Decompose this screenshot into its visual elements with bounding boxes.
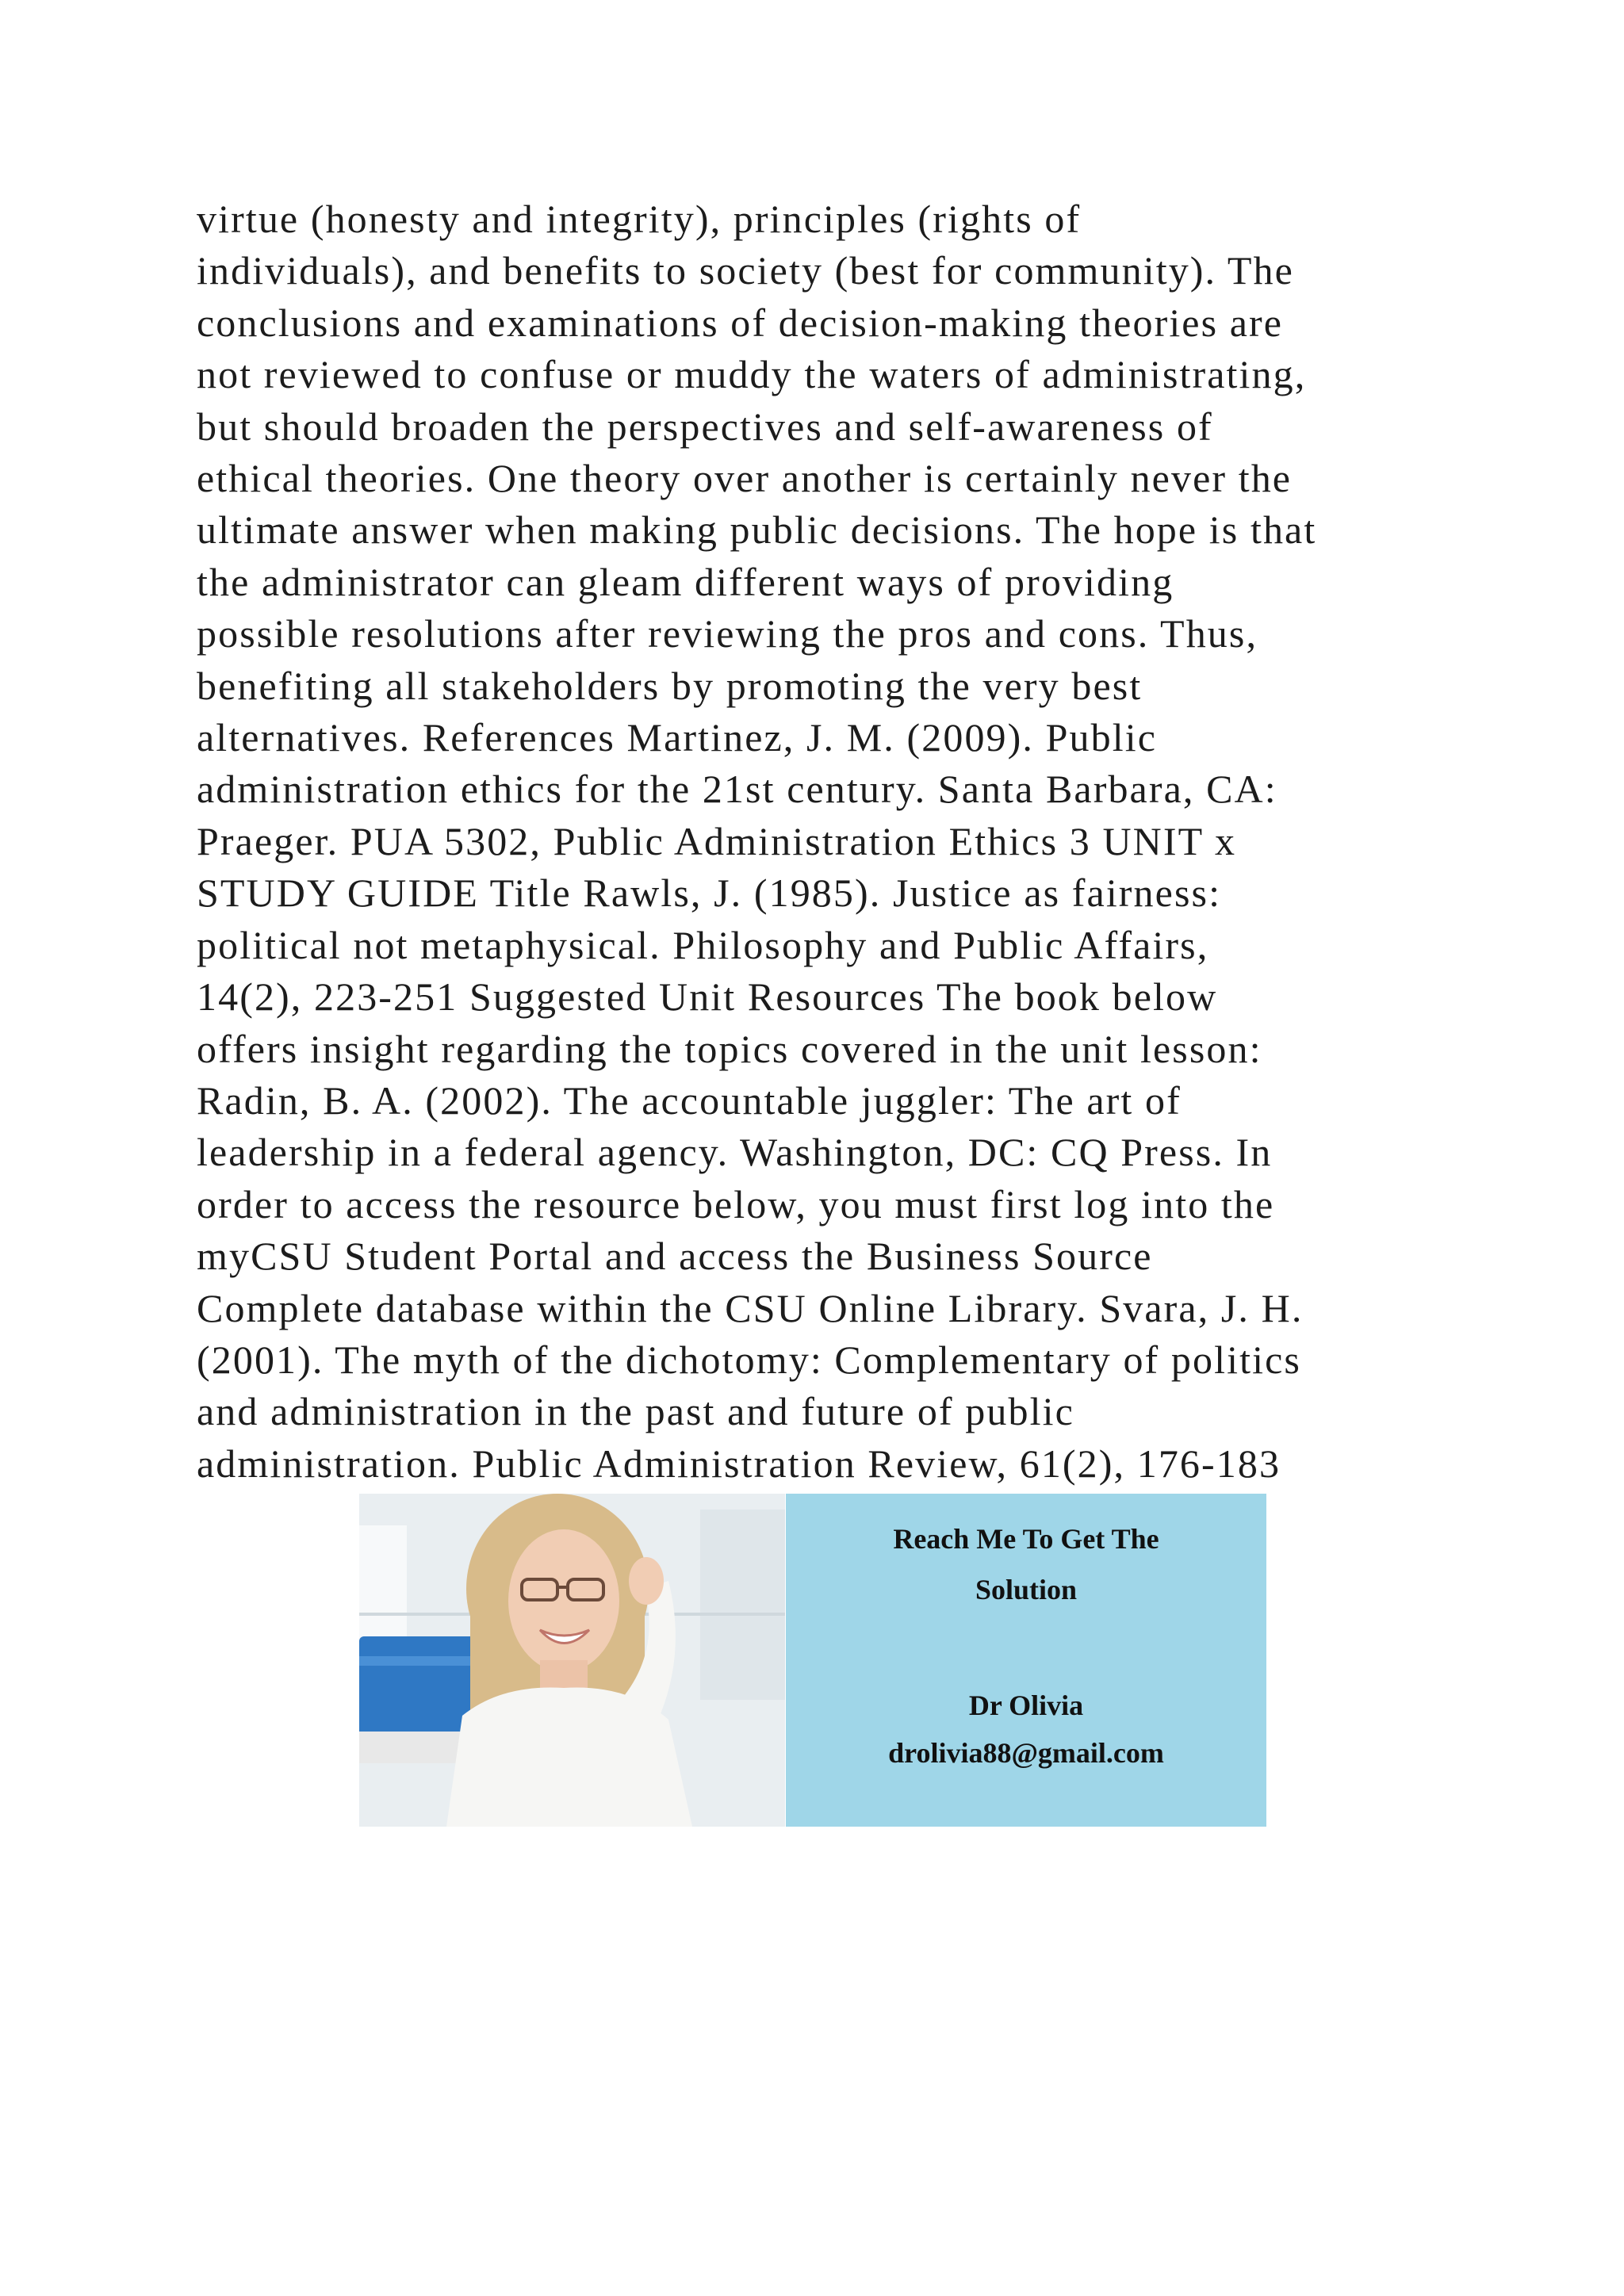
text-line: order to access the resource below, you must first log into the <box>197 1181 1275 1226</box>
text-line: STUDY GUIDE Title Rawls, J. (1985). Justice as fairness: <box>197 871 1222 916</box>
text-line: offers insight regarding the topics covered in the unit lesson: <box>197 1026 1262 1071</box>
text-line: alternatives. References Martinez, J. M. (2009). Public <box>197 715 1157 760</box>
text-line: Radin, B. A. (2002). The accountable juggler: The art of <box>197 1077 1182 1123</box>
text-line: ethical theories. One theory over another is certainly never the <box>197 456 1293 501</box>
text-line: not reviewed to confuse or muddy the waters of administrating, <box>197 352 1307 397</box>
text-line: (2001). The myth of the dichotomy: Complementary of politics <box>197 1337 1301 1382</box>
text-line: conclusions and examinations of decision-making theories are <box>197 300 1284 345</box>
ad-headline-line2: Solution <box>975 1574 1078 1605</box>
text-line: individuals), and benefits to society (best for community). The <box>197 248 1294 293</box>
ad-contact-name: Dr Olivia <box>968 1689 1084 1721</box>
text-line: possible resolutions after reviewing the pros and cons. Thus, <box>197 611 1258 656</box>
text-line: but should broaden the perspectives and self-awareness of <box>197 404 1213 449</box>
text-line: leadership in a federal agency. Washington, DC: CQ Press. In <box>197 1130 1273 1175</box>
text-line: 14(2), 223-251 Suggested Unit Resources The book below <box>197 974 1218 1020</box>
text-line: Complete database within the CSU Online Library. Svara, J. H. <box>197 1285 1304 1330</box>
text-line: political not metaphysical. Philosophy and Public Affairs, <box>197 922 1209 967</box>
ad-contact-email[interactable]: drolivia88@gmail.com <box>888 1737 1164 1769</box>
text-line: virtue (honesty and integrity), principles (rights of <box>197 197 1082 241</box>
text-line: benefiting all stakeholders by promoting the very best <box>197 663 1143 708</box>
tutor-photo <box>359 1494 785 1827</box>
text-line: and administration in the past and future of public <box>197 1389 1074 1434</box>
text-line: administration ethics for the 21st century. Santa Barbara, CA: <box>197 767 1277 812</box>
ad-headline-line1: Reach Me To Get The <box>893 1523 1159 1555</box>
body-text <box>197 193 1497 1490</box>
contact-box <box>786 1494 1266 1827</box>
text-line: the administrator can gleam different ways of providing <box>197 559 1174 604</box>
advert-banner <box>359 1494 1266 1827</box>
text-line: ultimate answer when making public decisions. The hope is that <box>197 507 1317 553</box>
text-line: Praeger. PUA 5302, Public Administration Ethics 3 UNIT x <box>197 818 1237 863</box>
text-line: myCSU Student Portal and access the Business Source <box>197 1234 1153 1279</box>
text-line: administration. Public Administration Review, 61(2), 176-183 <box>197 1441 1281 1486</box>
